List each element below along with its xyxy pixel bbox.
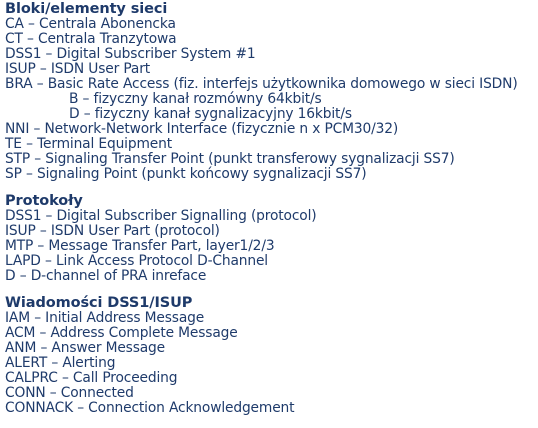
glossary-line: DSS1 – Digital Subscriber System #1 [5,46,256,62]
glossary-line: BRA – Basic Rate Access (fiz. interfejs użytkownika domowego w sieci ISDN) [5,76,518,92]
glossary-line: ISUP – ISDN User Part (protocol) [5,223,220,239]
glossary-line: ANM – Answer Message [5,340,166,356]
glossary-line: CONNACK – Connection Acknowledgement [5,400,295,416]
section-messages [5,296,535,416]
glossary-line: ALERT – Alerting [5,355,116,371]
glossary-line: CT – Centrala Tranzytowa [5,31,177,47]
glossary-line: DSS1 – Digital Subscriber Signalling (protocol) [5,208,317,224]
glossary-subline: D – fizyczny kanał sygnalizacyjny 16kbit/s [69,106,352,122]
glossary-line: CALPRC – Call Proceeding [5,370,178,386]
glossary-line: LAPD – Link Access Protocol D-Channel [5,253,268,269]
glossary-line: MTP – Message Transfer Part, layer1/2/3 [5,238,275,254]
glossary-page [5,2,535,416]
glossary-line: IAM – Initial Address Message [5,310,205,326]
glossary-line: STP – Signaling Transfer Point (punkt transferowy sygnalizacji SS7) [5,151,455,167]
section-network-elements [5,2,535,182]
section-heading: Wiadomości DSS1/ISUP [5,295,193,311]
section-heading: Protokoły [5,193,83,209]
section-protocols [5,194,535,284]
glossary-line: CA – Centrala Abonencka [5,16,176,32]
glossary-line: TE – Terminal Equipment [5,136,172,152]
glossary-subline: B – fizyczny kanał rozmówny 64kbit/s [69,91,322,107]
glossary-line: ACM – Address Complete Message [5,325,238,341]
glossary-line: NNI – Network-Network Interface (fizycznie n x PCM30/32) [5,121,399,137]
glossary-line: D – D-channel of PRA inreface [5,268,207,284]
section-heading: Bloki/elementy sieci [5,1,168,17]
glossary-line: ISUP – ISDN User Part [5,61,150,77]
glossary-line: CONN – Connected [5,385,134,401]
glossary-line: SP – Signaling Point (punkt końcowy sygnalizacji SS7) [5,166,367,182]
